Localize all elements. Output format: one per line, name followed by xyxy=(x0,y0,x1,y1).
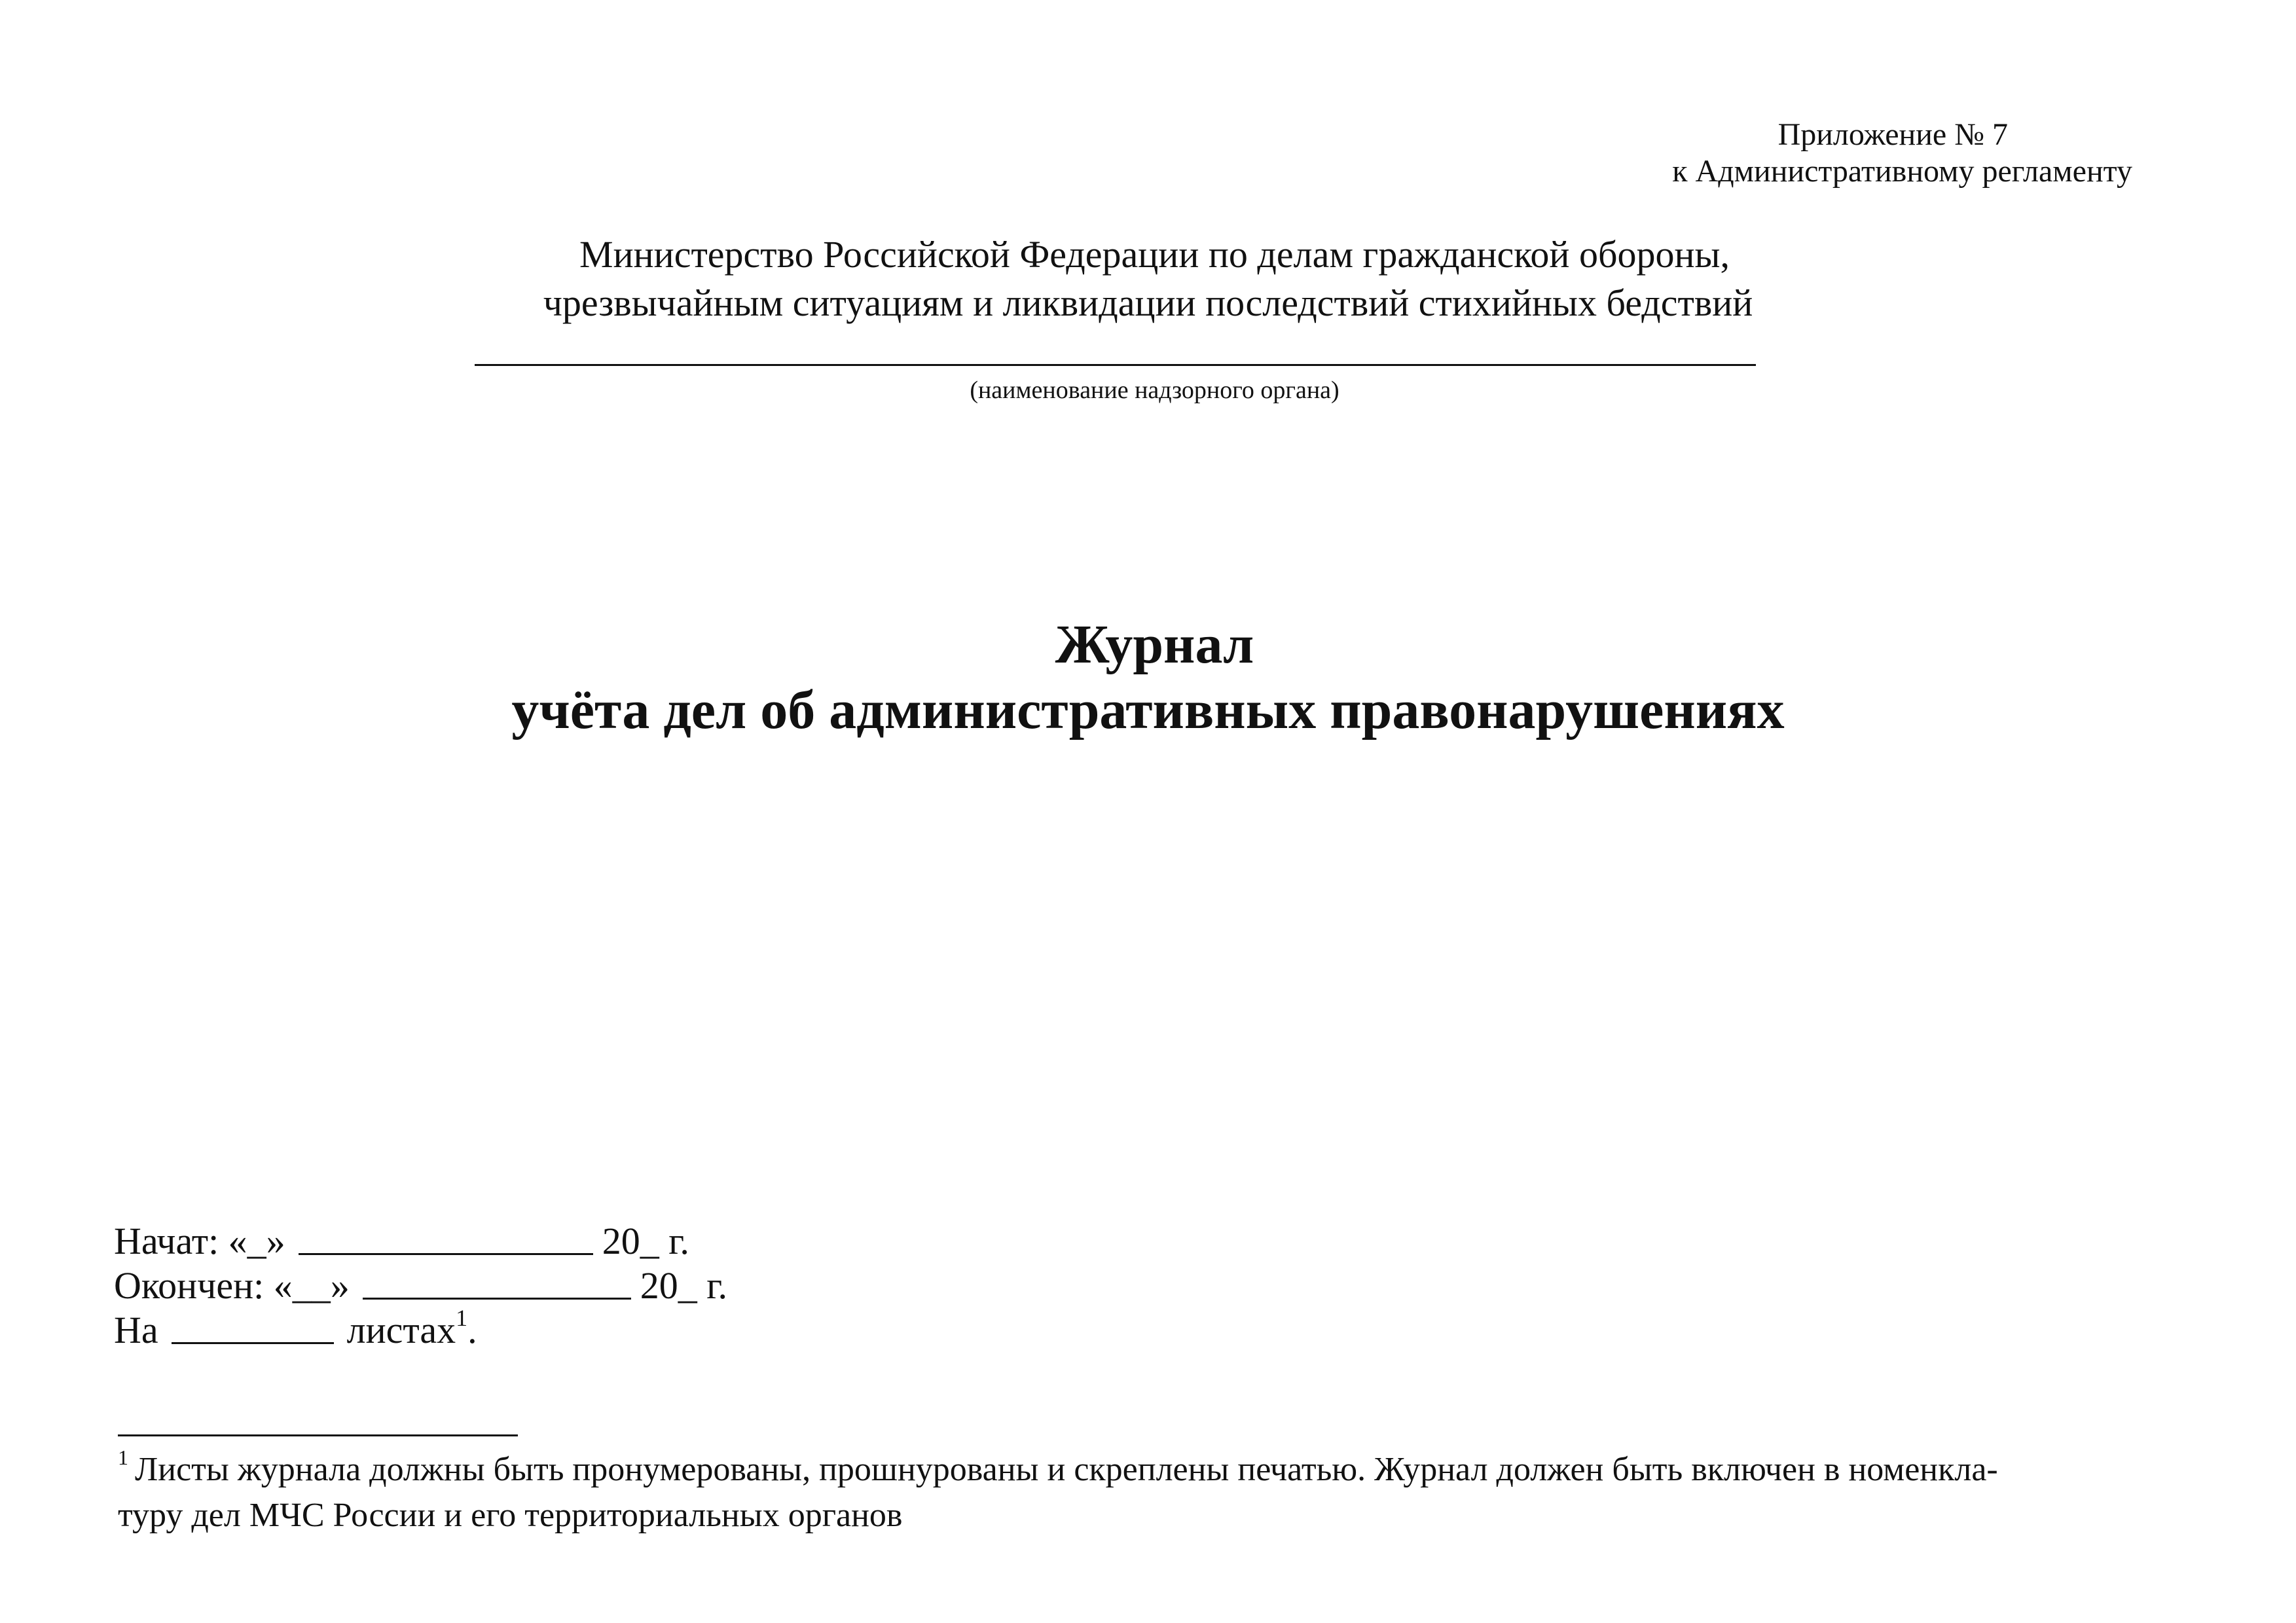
footnote-line-1 xyxy=(118,1447,2121,1493)
ministry-name-line-2: чрезвычайным ситуациям и ликвидации последствий стихийных бедствий xyxy=(543,282,1753,324)
sheets-row xyxy=(114,1305,727,1353)
footnote-mark: 1 xyxy=(118,1446,128,1469)
appendix-number: Приложение № 7 xyxy=(1777,117,2008,152)
sheets-label: На xyxy=(114,1309,158,1351)
journal-title-line-1: Журнал xyxy=(1055,614,1254,675)
started-date-blank xyxy=(299,1253,593,1255)
started-row xyxy=(114,1219,727,1264)
ended-date-blank xyxy=(363,1298,631,1300)
sheets-count-blank xyxy=(172,1342,334,1344)
journal-title xyxy=(0,612,2296,743)
footnote-line-2: туру дел МЧС России и его территориальных органов xyxy=(118,1497,903,1534)
footnote-separator xyxy=(118,1434,518,1436)
started-year: 20_ г. xyxy=(602,1220,689,1262)
started-label: Начат: «_» xyxy=(114,1220,285,1262)
ministry-name-line-1: Министерство Российской Федерации по делам гражданской обороны, xyxy=(579,233,1730,276)
ended-label: Окончен: «__» xyxy=(114,1264,350,1307)
appendix-reference: к Административному регламенту xyxy=(1672,154,2132,189)
organ-name-underline xyxy=(475,364,1756,366)
organ-name-caption: (наименование надзорного органа) xyxy=(970,376,1339,404)
journal-meta xyxy=(114,1219,727,1353)
sheets-word: листах xyxy=(346,1309,456,1351)
footnote-reference: 1 xyxy=(456,1305,468,1331)
footnote xyxy=(118,1447,2121,1539)
ended-row xyxy=(114,1264,727,1308)
journal-title-line-2: учёта дел об административных правонарушениях xyxy=(511,680,1785,740)
appendix-header xyxy=(1543,117,2132,190)
ended-year: 20_ г. xyxy=(640,1264,727,1307)
ministry-name xyxy=(0,230,2296,327)
footnote-text-1: Листы журнала должны быть пронумерованы, прошнурованы и скреплены печатью. Журнал должен быть включен в номенкла- xyxy=(135,1451,1998,1488)
sheets-period: . xyxy=(467,1309,477,1351)
